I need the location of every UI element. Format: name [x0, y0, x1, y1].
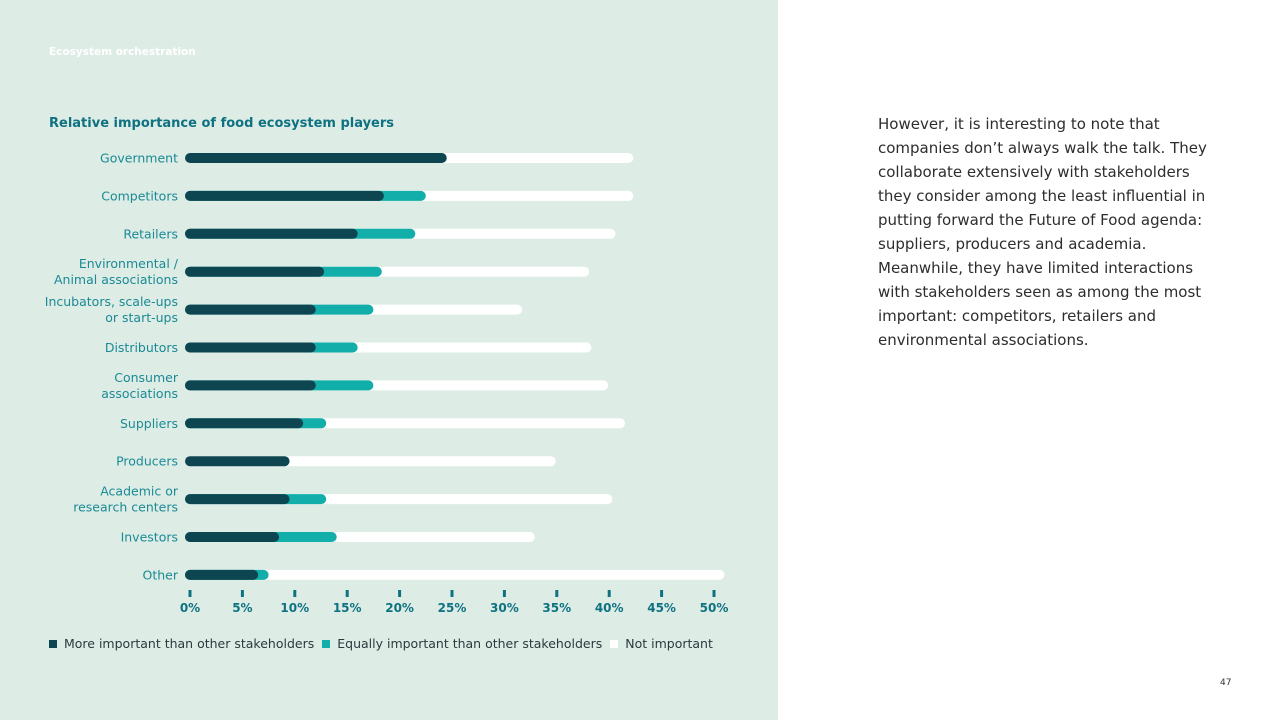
category-label: Investors	[120, 529, 178, 545]
x-tick-label: 45%	[647, 601, 676, 615]
x-tick-label: 20%	[385, 601, 414, 615]
category-label: associations	[101, 385, 178, 401]
page-number: 47	[1220, 678, 1232, 688]
legend-item-equal	[322, 636, 602, 651]
bar-segment-more	[185, 343, 316, 353]
category-label: Incubators, scale-ups	[44, 294, 178, 310]
x-axis-tick	[713, 590, 716, 597]
legend-swatch-equal	[322, 640, 330, 648]
category-label: Academic or	[100, 483, 178, 499]
x-tick-label: 10%	[280, 601, 310, 615]
x-tick-label: 35%	[542, 601, 572, 615]
legend-item-more	[49, 636, 314, 651]
bar-segment-more	[185, 267, 324, 277]
category-label: Producers	[116, 453, 178, 469]
legend-label-not: Not important	[625, 636, 713, 651]
category-label: Retailers	[123, 226, 178, 242]
x-tick-label: 15%	[332, 601, 362, 615]
legend-item-not	[610, 636, 713, 651]
x-axis-tick	[346, 590, 349, 597]
category-label: Government	[100, 150, 178, 166]
legend-swatch-more	[49, 640, 57, 648]
legend-label-equal: Equally important than other stakeholders	[337, 636, 603, 651]
bar-segment-more	[185, 494, 290, 504]
body-paragraph: However, it is interesting to note that companies don’t always walk the talk. They collaborate extensively with stakeholders they consider among the least influential in putting forward the Future of Food agenda: suppliers, producers and academia. Meanwhile, they have limited interactions with stakeholders seen as among the most important: competitors, retailers and environmental associations.	[878, 115, 1207, 349]
legend-label-more: More important than other stakeholders	[64, 636, 315, 651]
legend-swatch-not	[610, 640, 618, 648]
x-axis-tick	[398, 590, 401, 597]
x-tick-label: 50%	[699, 601, 729, 615]
x-axis-tick	[555, 590, 558, 597]
category-label: Suppliers	[119, 415, 178, 431]
x-axis-tick	[293, 590, 296, 597]
bar-segment-more	[185, 305, 316, 315]
chart-title: Relative importance of food ecosystem players	[49, 116, 395, 131]
category-label: Competitors	[101, 188, 178, 204]
bar-segment-more	[185, 380, 316, 390]
bar-segment-more	[185, 570, 258, 580]
x-tick-label: 0%	[179, 601, 201, 615]
x-tick-label: 25%	[437, 601, 467, 615]
x-axis-tick	[608, 590, 611, 597]
x-tick-label: 40%	[594, 601, 624, 615]
x-axis-tick	[189, 590, 192, 597]
category-label: research centers	[73, 499, 178, 515]
category-label: Consumer	[114, 369, 178, 385]
category-label: Distributors	[104, 340, 178, 355]
category-label: Environmental /	[78, 256, 178, 272]
bar-segment-more	[185, 532, 279, 542]
x-tick-label: 30%	[490, 601, 519, 615]
bar-segment-more	[185, 418, 303, 428]
bar-segment-more	[185, 456, 290, 466]
x-axis-tick	[503, 590, 506, 597]
bar-segment-more	[185, 191, 384, 201]
x-axis-tick	[241, 590, 244, 597]
category-label: or start-ups	[105, 310, 178, 326]
category-label: Other	[142, 567, 178, 583]
x-tick-label: 5%	[232, 601, 253, 615]
x-axis-tick	[660, 590, 663, 597]
x-axis-tick	[451, 590, 454, 597]
category-label: Animal associations	[53, 272, 178, 288]
bar-segment-more	[185, 229, 358, 239]
section-label: Ecosystem orchestration	[49, 46, 196, 58]
bar-segment-more	[185, 153, 447, 163]
chart-legend	[49, 636, 721, 651]
